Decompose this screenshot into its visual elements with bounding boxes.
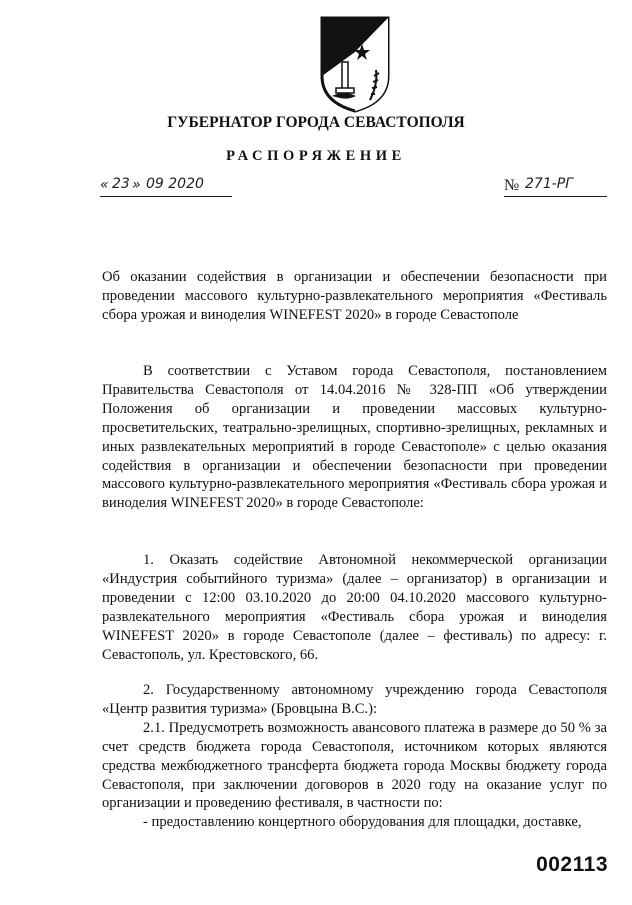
document-number-field — [504, 176, 607, 197]
issuer-title: ГУБЕРНАТОР ГОРОДА СЕВАСТОПОЛЯ — [167, 114, 465, 131]
preamble-paragraph: В соответствии с Уставом города Севастополя, постановлением Правительства Севастополя от 14.04.2016 № 328-ПП «Об утверждении Положения об организации и проведении массовых культурно-просветительских, театрально-зрелищных, спортивно-зрелищных, рекламных и иных развлекательных мероприятий в городе Севастополе» с целью оказания содействия в организации и обеспечении безопасности при проведении массового культурно-развлекательного мероприятия «Фестиваль сбора урожая и виноделия WINEFEST 2020» в городе Севастополе: — [102, 363, 607, 512]
sevastopol-coat-of-arms-icon — [318, 14, 392, 114]
date-open-quote: « — [100, 177, 109, 193]
document-number: 271-РГ — [525, 176, 574, 192]
clause-1-text: 1. Оказать содействие Автономной некоммерческой организации «Индустрия событийного туризма» (далее – организатор) в организации и проведении с 12:00 03.10.2020 до 20:00 04.10.2020 массового культурно-развлекательного мероприятия «Фестиваль сбора урожая и виноделия WINEFEST 2020» в городе Севастополе (далее – фестиваль) по адресу: г. Севастополь, ул. Крестовского, 66. — [102, 552, 607, 663]
clause-list — [102, 681, 607, 832]
document-serial-number: 002113 — [536, 853, 608, 876]
date-field — [100, 176, 232, 197]
date-day: 23 — [112, 176, 130, 192]
date-month-year: 09 2020 — [146, 176, 204, 192]
document-type-title: РАСПОРЯЖЕНИЕ — [226, 148, 406, 164]
clause-2-1-bullet: - предоставлению концертного оборудования для площадки, доставке, — [143, 814, 582, 831]
number-sign: № — [504, 177, 520, 194]
date-close-quote: » — [132, 177, 141, 193]
clause-1 — [102, 551, 607, 664]
clause-2-1-text: 2.1. Предусмотреть возможность авансового платежа в размере до 50 % за счет средств бюджета города Севастополя, источником которых являются средства межбюджетного трансферта бюджета города Москвы бюджету города Севастополя, при заключении договоров в 2020 году на оказание услуг по организации и проведению фестиваля, в частности по: — [102, 719, 607, 812]
subject-paragraph: Об оказании содействия в организации и обеспечении безопасности при проведении массового культурно-развлекательного мероприятия «Фестиваль сбора урожая и виноделия WINEFEST 2020» в городе Севастополе — [102, 269, 607, 323]
clause-2-text: 2. Государственному автономному учреждению города Севастополя «Центр развития туризма» (Бровцына В.С.): — [102, 682, 607, 717]
